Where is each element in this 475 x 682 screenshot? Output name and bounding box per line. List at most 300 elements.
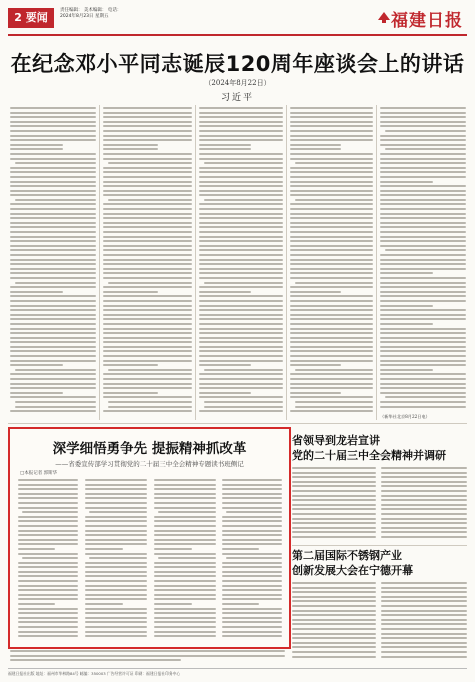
text-line bbox=[85, 488, 147, 490]
text-line bbox=[290, 231, 373, 233]
text-line bbox=[154, 562, 216, 564]
text-line bbox=[154, 631, 216, 633]
text-line bbox=[85, 594, 147, 596]
text-line bbox=[204, 282, 283, 284]
text-line bbox=[380, 378, 466, 380]
text-line bbox=[385, 130, 466, 132]
text-line bbox=[103, 332, 192, 334]
text-line bbox=[154, 598, 216, 600]
text-line bbox=[154, 502, 216, 504]
text-line bbox=[10, 373, 96, 375]
text-line bbox=[18, 525, 78, 527]
text-line bbox=[18, 594, 78, 596]
text-line bbox=[18, 617, 78, 619]
text-line bbox=[15, 369, 96, 371]
text-line bbox=[381, 508, 467, 510]
text-line bbox=[290, 130, 373, 132]
text-line bbox=[380, 226, 466, 228]
text-line bbox=[222, 621, 282, 623]
text-line bbox=[85, 493, 147, 495]
text-line bbox=[154, 479, 216, 481]
feature-column-1 bbox=[18, 479, 78, 643]
text-line bbox=[380, 213, 466, 215]
text-line bbox=[380, 300, 466, 302]
text-line bbox=[381, 476, 467, 478]
text-line bbox=[22, 557, 78, 559]
text-line bbox=[103, 309, 192, 311]
text-line bbox=[292, 513, 376, 515]
text-line bbox=[10, 249, 96, 251]
text-line bbox=[292, 619, 376, 621]
text-line bbox=[10, 323, 96, 325]
text-line bbox=[85, 534, 147, 536]
text-line bbox=[18, 635, 78, 637]
text-line bbox=[18, 603, 55, 605]
text-line bbox=[381, 619, 467, 621]
text-line bbox=[290, 240, 373, 242]
text-line bbox=[103, 295, 192, 297]
text-line bbox=[290, 135, 373, 137]
text-line bbox=[290, 263, 373, 265]
text-line bbox=[199, 236, 283, 238]
text-line bbox=[199, 332, 283, 334]
text-line bbox=[290, 341, 373, 343]
text-line bbox=[85, 566, 147, 568]
text-line bbox=[380, 240, 466, 242]
text-line bbox=[380, 346, 466, 348]
text-line bbox=[199, 222, 283, 224]
text-line bbox=[10, 236, 96, 238]
story-1-headline bbox=[292, 433, 467, 463]
text-line bbox=[10, 291, 63, 293]
text-line bbox=[103, 107, 192, 109]
story-2-headline bbox=[292, 548, 467, 578]
text-line bbox=[222, 617, 282, 619]
text-line bbox=[108, 282, 192, 284]
text-line bbox=[10, 410, 96, 412]
story-divider bbox=[292, 545, 467, 546]
text-line bbox=[199, 240, 283, 242]
text-line bbox=[85, 626, 147, 628]
text-line bbox=[10, 135, 96, 137]
text-line bbox=[103, 153, 192, 155]
text-line bbox=[381, 467, 467, 469]
text-line bbox=[199, 328, 283, 330]
text-line bbox=[103, 337, 192, 339]
text-line bbox=[380, 254, 466, 256]
text-line bbox=[103, 236, 192, 238]
text-line bbox=[381, 513, 467, 515]
paper-logo-text: 福建日报 bbox=[391, 11, 463, 31]
text-line bbox=[10, 107, 96, 109]
text-line bbox=[199, 396, 283, 398]
text-line bbox=[18, 520, 78, 522]
text-line bbox=[222, 534, 282, 536]
text-line bbox=[18, 530, 78, 532]
text-line bbox=[103, 194, 192, 196]
text-line bbox=[381, 646, 467, 648]
text-line bbox=[108, 401, 192, 403]
article-author: 习近平 bbox=[220, 93, 254, 103]
text-line bbox=[18, 479, 78, 481]
text-line bbox=[380, 364, 466, 366]
column-divider bbox=[99, 105, 100, 420]
text-line bbox=[290, 272, 373, 274]
text-line bbox=[10, 259, 96, 261]
text-line bbox=[199, 259, 283, 261]
text-line bbox=[380, 107, 466, 109]
text-line bbox=[290, 360, 373, 362]
text-line bbox=[199, 116, 283, 118]
text-line bbox=[380, 162, 466, 164]
text-line bbox=[295, 406, 373, 408]
text-line bbox=[103, 144, 158, 146]
text-line bbox=[380, 144, 466, 146]
text-line bbox=[103, 130, 192, 132]
text-line bbox=[85, 589, 147, 591]
text-line bbox=[154, 548, 192, 550]
text-line bbox=[290, 355, 373, 357]
text-line bbox=[380, 116, 466, 118]
text-line bbox=[154, 575, 216, 577]
text-line bbox=[290, 139, 373, 141]
section-divider bbox=[8, 423, 467, 424]
text-line bbox=[199, 194, 283, 196]
text-line bbox=[199, 135, 283, 137]
text-line bbox=[18, 516, 78, 518]
story-2-column-1 bbox=[292, 582, 376, 664]
text-line bbox=[380, 383, 466, 385]
text-line bbox=[222, 502, 282, 504]
text-line bbox=[18, 589, 78, 591]
text-line bbox=[199, 337, 283, 339]
text-line bbox=[222, 539, 282, 541]
text-line bbox=[18, 484, 78, 486]
text-line bbox=[10, 203, 96, 205]
text-line bbox=[222, 598, 282, 600]
text-line bbox=[10, 314, 96, 316]
text-line bbox=[10, 176, 96, 178]
feature-title: 深学细悟勇争先 提振精神抓改革 bbox=[52, 441, 247, 457]
text-line bbox=[199, 153, 283, 155]
text-line bbox=[10, 396, 96, 398]
text-line bbox=[103, 305, 192, 307]
text-line bbox=[380, 406, 466, 408]
text-line bbox=[103, 217, 192, 219]
text-line bbox=[381, 633, 467, 635]
text-line bbox=[290, 305, 373, 307]
text-line bbox=[381, 504, 467, 506]
text-line bbox=[381, 527, 467, 529]
feature-subtitle: ——省委宣传部学习贯彻党的二十届三中全会精神专题读书班侧记 bbox=[55, 460, 244, 468]
text-line bbox=[295, 162, 373, 164]
text-line bbox=[103, 360, 192, 362]
text-line bbox=[380, 121, 466, 123]
text-line bbox=[108, 199, 192, 201]
text-line bbox=[292, 646, 376, 648]
story-2-headline-line1: 第二届国际不锈钢产业 bbox=[292, 549, 402, 562]
text-line bbox=[222, 516, 282, 518]
text-line bbox=[10, 295, 96, 297]
text-line bbox=[199, 268, 283, 270]
text-line bbox=[199, 277, 283, 279]
text-line bbox=[380, 167, 466, 169]
text-line bbox=[85, 502, 147, 504]
text-line bbox=[103, 148, 158, 150]
text-line bbox=[222, 603, 259, 605]
text-line bbox=[103, 392, 158, 394]
text-line bbox=[199, 309, 283, 311]
text-line bbox=[10, 360, 96, 362]
text-line bbox=[290, 323, 373, 325]
text-line bbox=[381, 485, 467, 487]
text-line bbox=[222, 635, 282, 637]
text-line bbox=[10, 167, 96, 169]
text-line bbox=[226, 511, 282, 513]
text-line bbox=[10, 350, 96, 352]
text-line bbox=[85, 543, 147, 545]
text-line bbox=[18, 575, 78, 577]
text-line bbox=[10, 300, 96, 302]
text-line bbox=[290, 213, 373, 215]
text-line bbox=[222, 575, 282, 577]
text-line bbox=[290, 328, 373, 330]
text-line bbox=[290, 171, 373, 173]
text-line bbox=[380, 199, 466, 201]
text-line bbox=[199, 355, 283, 357]
story-2-column-2 bbox=[381, 582, 467, 664]
text-line bbox=[103, 249, 192, 251]
text-line bbox=[222, 580, 282, 582]
text-line bbox=[103, 167, 192, 169]
text-line bbox=[381, 481, 467, 483]
text-line bbox=[154, 635, 216, 637]
text-line bbox=[199, 314, 283, 316]
text-line bbox=[18, 493, 78, 495]
text-line bbox=[18, 534, 78, 536]
page-number: 2 bbox=[14, 11, 22, 24]
text-line bbox=[380, 332, 466, 334]
text-line bbox=[290, 277, 373, 279]
text-line bbox=[103, 158, 192, 160]
text-line bbox=[290, 148, 341, 150]
text-line bbox=[292, 623, 376, 625]
text-line bbox=[290, 144, 341, 146]
text-line bbox=[222, 562, 282, 564]
text-line bbox=[222, 543, 282, 545]
text-line bbox=[85, 530, 147, 532]
text-line bbox=[199, 272, 283, 274]
text-line bbox=[85, 484, 147, 486]
text-line bbox=[10, 337, 96, 339]
text-line bbox=[380, 401, 466, 403]
text-line bbox=[103, 346, 192, 348]
text-line bbox=[380, 318, 466, 320]
text-line bbox=[103, 203, 192, 205]
text-line bbox=[108, 162, 192, 164]
text-line bbox=[380, 392, 466, 394]
text-line bbox=[103, 181, 192, 183]
text-line bbox=[103, 259, 192, 261]
text-line bbox=[18, 598, 78, 600]
text-line bbox=[380, 282, 466, 284]
text-line bbox=[10, 318, 96, 320]
text-line bbox=[380, 337, 466, 339]
text-line bbox=[10, 125, 96, 127]
text-line bbox=[381, 642, 467, 644]
text-line bbox=[10, 153, 96, 155]
text-line bbox=[199, 291, 251, 293]
text-line bbox=[85, 603, 123, 605]
text-line bbox=[199, 213, 283, 215]
text-line bbox=[103, 291, 158, 293]
text-line bbox=[290, 309, 373, 311]
bottom-text bbox=[10, 650, 285, 666]
text-line bbox=[10, 254, 96, 256]
text-line bbox=[292, 610, 376, 612]
text-line bbox=[10, 332, 96, 334]
text-line bbox=[154, 608, 216, 610]
text-line bbox=[103, 116, 192, 118]
text-line bbox=[103, 272, 192, 274]
text-line bbox=[18, 497, 78, 499]
text-line bbox=[292, 485, 376, 487]
text-line bbox=[154, 525, 216, 527]
text-line bbox=[290, 295, 373, 297]
text-line bbox=[10, 286, 96, 288]
text-line bbox=[381, 587, 467, 589]
text-line bbox=[103, 378, 192, 380]
text-line bbox=[380, 217, 466, 219]
text-line bbox=[292, 467, 376, 469]
text-line bbox=[292, 531, 376, 533]
text-line bbox=[10, 378, 96, 380]
text-line bbox=[103, 112, 192, 114]
text-line bbox=[199, 107, 283, 109]
text-line bbox=[222, 520, 282, 522]
text-line bbox=[15, 406, 96, 408]
text-line bbox=[290, 259, 373, 261]
text-line bbox=[290, 107, 373, 109]
text-line bbox=[199, 208, 283, 210]
text-line bbox=[380, 190, 466, 192]
text-line bbox=[154, 617, 216, 619]
text-line bbox=[10, 355, 96, 357]
text-line bbox=[290, 121, 373, 123]
text-line bbox=[18, 543, 78, 545]
text-line bbox=[381, 614, 467, 616]
text-line bbox=[103, 222, 192, 224]
text-line bbox=[380, 341, 466, 343]
text-line bbox=[290, 392, 341, 394]
text-line bbox=[290, 208, 373, 210]
text-line bbox=[199, 176, 283, 178]
text-line bbox=[381, 536, 467, 538]
text-line bbox=[154, 589, 216, 591]
text-line bbox=[380, 181, 433, 183]
feature-story-box bbox=[8, 427, 291, 649]
text-line bbox=[85, 621, 147, 623]
text-line bbox=[10, 387, 96, 389]
header-meta bbox=[60, 8, 121, 20]
text-line bbox=[10, 194, 96, 196]
text-line bbox=[380, 222, 466, 224]
text-line bbox=[103, 286, 192, 288]
text-line bbox=[85, 635, 147, 637]
text-line bbox=[199, 341, 283, 343]
text-line bbox=[103, 171, 192, 173]
text-line bbox=[222, 497, 282, 499]
text-line bbox=[154, 520, 216, 522]
text-line bbox=[103, 213, 192, 215]
text-line bbox=[290, 203, 373, 205]
text-line bbox=[18, 553, 78, 555]
text-line bbox=[222, 479, 282, 481]
text-line bbox=[18, 585, 78, 587]
text-line bbox=[18, 626, 78, 628]
text-line bbox=[154, 543, 216, 545]
text-line bbox=[199, 181, 283, 183]
text-line bbox=[10, 130, 96, 132]
article-column-4 bbox=[290, 107, 373, 419]
text-line bbox=[154, 497, 216, 499]
text-line bbox=[10, 148, 63, 150]
text-line bbox=[85, 507, 147, 509]
text-line bbox=[10, 112, 96, 114]
text-line bbox=[292, 656, 376, 658]
text-line bbox=[89, 511, 147, 513]
text-line bbox=[154, 594, 216, 596]
text-line bbox=[154, 571, 216, 573]
text-line bbox=[380, 277, 466, 279]
text-line bbox=[10, 659, 181, 661]
text-line bbox=[226, 557, 282, 559]
text-line bbox=[85, 617, 147, 619]
text-line bbox=[290, 194, 373, 196]
text-line bbox=[292, 600, 376, 602]
article-column-3 bbox=[199, 107, 283, 419]
text-line bbox=[222, 548, 259, 550]
text-line bbox=[290, 378, 373, 380]
text-line bbox=[10, 341, 96, 343]
text-line bbox=[222, 488, 282, 490]
text-line bbox=[10, 217, 96, 219]
text-line bbox=[10, 245, 96, 247]
text-line bbox=[199, 295, 283, 297]
text-line bbox=[290, 176, 373, 178]
text-line bbox=[199, 112, 283, 114]
text-line bbox=[292, 591, 376, 593]
text-line bbox=[108, 369, 192, 371]
text-line bbox=[292, 633, 376, 635]
text-line bbox=[154, 580, 216, 582]
text-line bbox=[295, 199, 373, 201]
text-line bbox=[10, 222, 96, 224]
text-line bbox=[292, 536, 376, 538]
text-line bbox=[18, 488, 78, 490]
text-line bbox=[85, 479, 147, 481]
text-line bbox=[292, 527, 376, 529]
text-line bbox=[15, 401, 96, 403]
text-line bbox=[10, 309, 96, 311]
text-line bbox=[154, 493, 216, 495]
text-line bbox=[381, 591, 467, 593]
text-line bbox=[292, 614, 376, 616]
text-line bbox=[199, 217, 283, 219]
text-line bbox=[103, 341, 192, 343]
text-line bbox=[222, 608, 282, 610]
text-line bbox=[85, 571, 147, 573]
